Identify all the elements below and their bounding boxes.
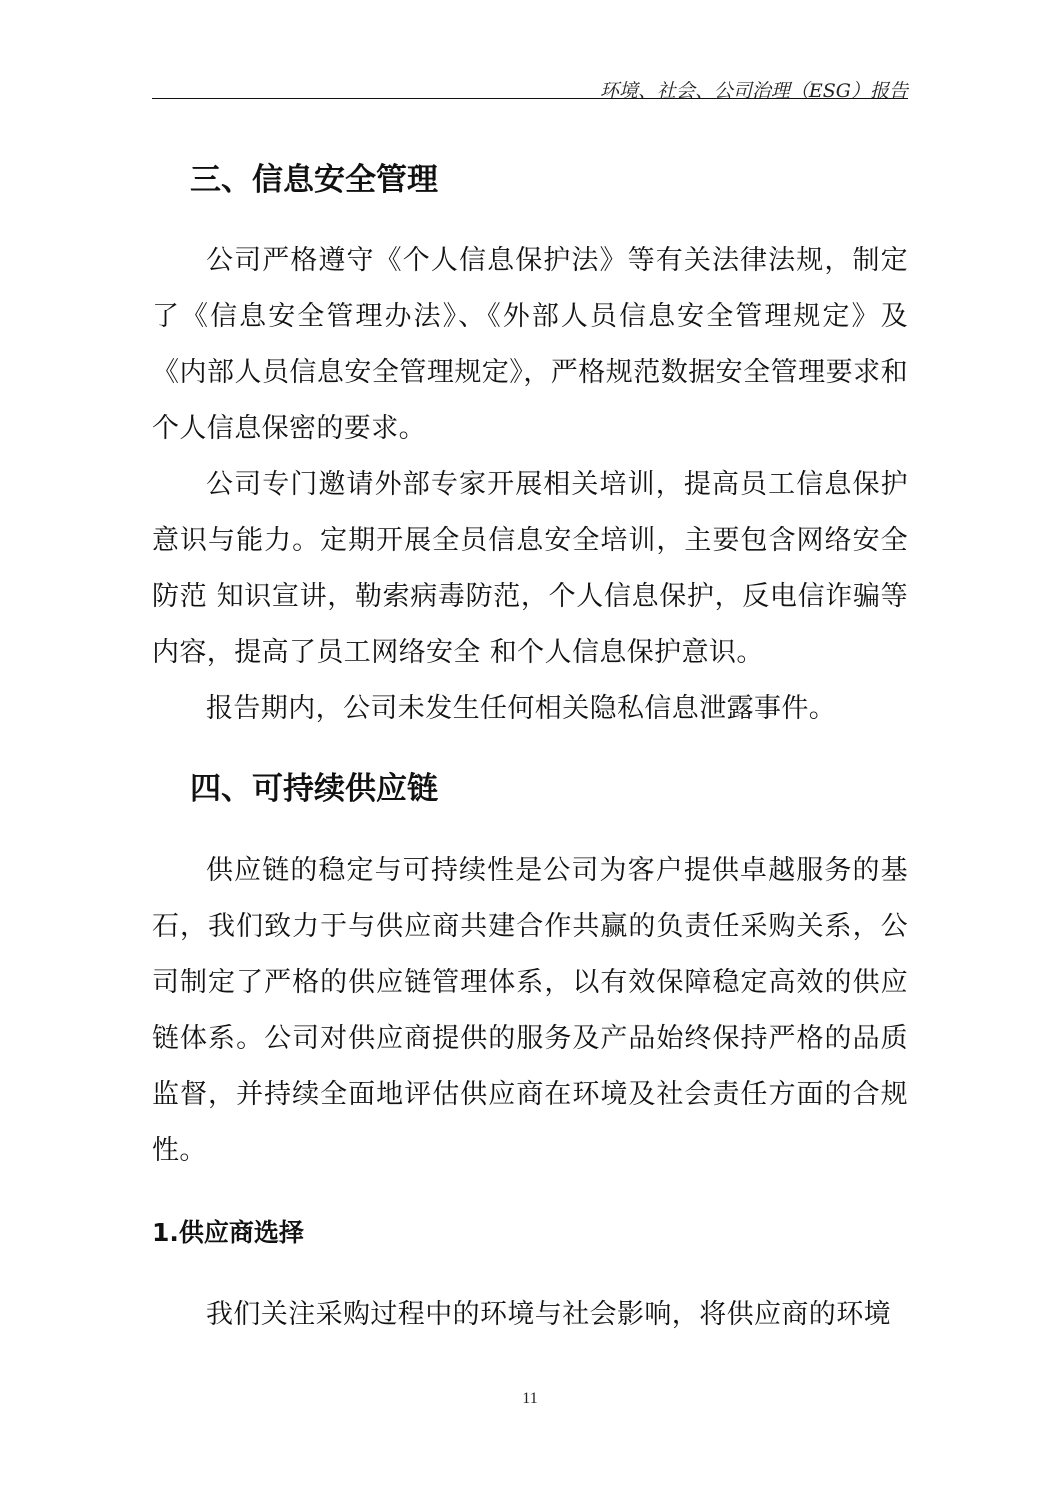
subsection-heading-supplier-selection: 1.供应商选择 [152, 1218, 304, 1247]
paragraph-infosec-2: 公司专门邀请外部专家开展相关培训，提高员工信息保护意识与能力。定期开展全员信息安全培训，主要包含网络安全防范 知识宣讲，勒索病毒防范，个人信息保护，反电信诈骗等内容，提高了员工网络安全 和个人信息保护意识。 [152, 469, 908, 668]
paragraph-supply-chain-1: 供应链的稳定与可持续性是公司为客户提供卓越服务的基石，我们致力于与供应商共建合作共赢的负责任采购关系，公司制定了严格的供应链管理体系，以有效保障稳定高效的供应链体系。公司对供应商提供的服务及产品始终保持严格的品质监督，并持续全面地评估供应商在环境及社会责任方面的合规性。 [152, 855, 908, 1166]
section-heading-supply-chain: 四、可持续供应链 [190, 771, 438, 807]
page-number: 11 [522, 1390, 538, 1407]
header-rule [152, 98, 908, 99]
paragraph-infosec-1: 公司严格遵守《个人信息保护法》等有关法律法规，制定了《信息安全管理办法》、《外部人员信息安全管理规定》及《内部人员信息安全管理规定》，严格规范数据安全管理要求和个人信息保密的要求。 [152, 245, 908, 444]
section-heading-infosec: 三、信息安全管理 [190, 162, 438, 198]
paragraph-infosec-3: 报告期内，公司未发生任何相关隐私信息泄露事件。 [206, 693, 837, 724]
paragraph-supplier-selection-1: 我们关注采购过程中的环境与社会影响，将供应商的环境 [206, 1299, 891, 1330]
page-content [152, 150, 908, 1343]
running-header: 环境、社会、公司治理（ESG）报告 [599, 80, 908, 102]
